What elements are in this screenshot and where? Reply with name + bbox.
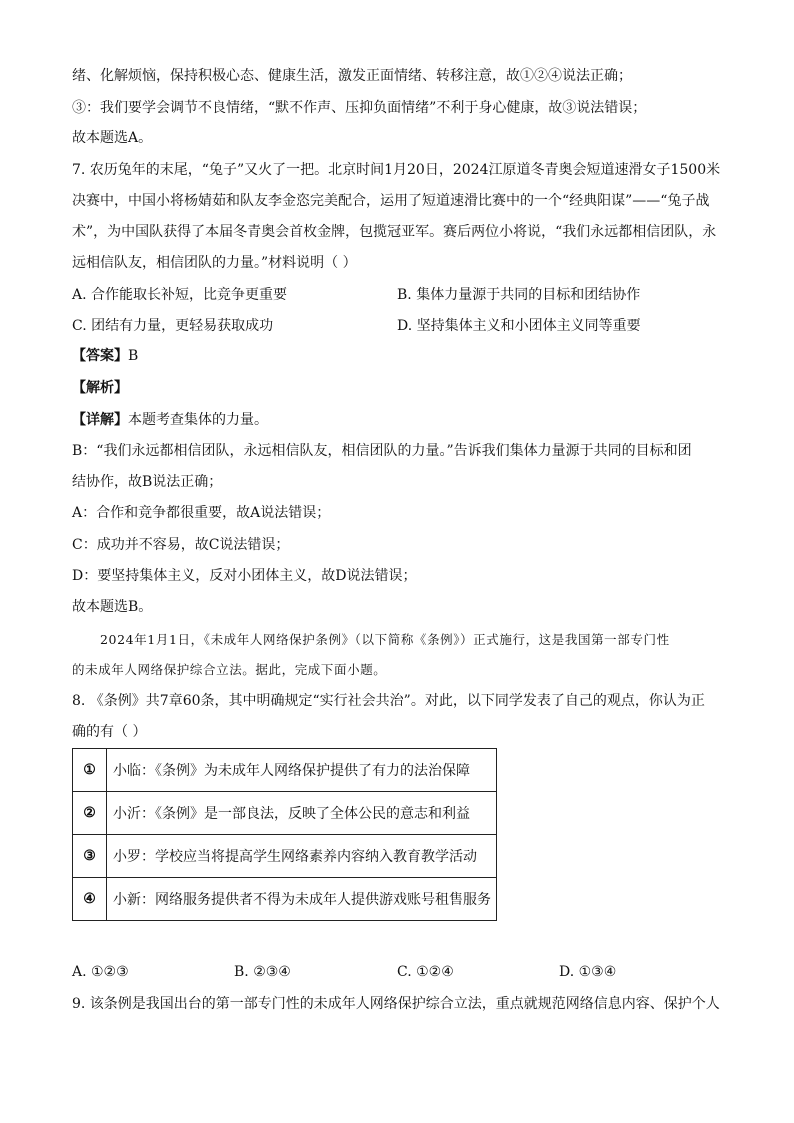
q7-analysis-tag: 【解析】 xyxy=(72,380,128,396)
q7-option-b: B. 集体力量源于共同的目标和团结协作 xyxy=(397,287,641,303)
q9-stem-line-1: 9. 该条例是我国出台的第一部专门性的未成年人网络保护综合立法，重点就规范网络信息内容、保护个人 xyxy=(72,996,720,1012)
prev-answer-conclusion: 故本题选A。 xyxy=(72,130,153,146)
statement-number: ④ xyxy=(73,878,107,921)
detail-tag: 【详解】 xyxy=(72,412,128,428)
prev-analysis-line-2: ③：我们要学会调节不良情绪，“默不作声、压抑负面情绪”不利于身心健康，故③说法错误； xyxy=(72,100,647,116)
q8-stem-line-2: 确的有（ ） xyxy=(72,724,147,740)
q7-stem-line-1: 7. 农历兔年的末尾，“兔子”又火了一把。北京时间1月20日，2024江原道冬青奥会短道速滑女子1500米 xyxy=(72,162,721,178)
statement-number: ② xyxy=(73,792,107,835)
q8-statement-table xyxy=(72,748,497,921)
answer-value: B xyxy=(128,348,139,364)
q7-option-d: D. 坚持集体主义和小团体主义同等重要 xyxy=(397,318,641,334)
table-row xyxy=(73,878,497,921)
q7-explain-line-5: D：要坚持集体主义，反对小团体主义，故D说法错误； xyxy=(72,568,417,584)
q8-option-c: C. ①②④ xyxy=(397,964,454,980)
table-row xyxy=(73,835,497,878)
q8-option-d: D. ①③④ xyxy=(559,964,617,980)
statement-number: ① xyxy=(73,749,107,792)
statement-number: ③ xyxy=(73,835,107,878)
q7-explain-line-1: B：“我们永远都相信团队，永远相信队友，相信团队的力量。”告诉我们集体力量源于共同的目标和团 xyxy=(72,443,692,459)
q7-option-a: A. 合作能取长补短，比竞争更重要 xyxy=(72,287,288,303)
prev-analysis-line-1: 绪、化解烦恼，保持积极心态、健康生活，激发正面情绪、转移注意，故①②④说法正确； xyxy=(72,68,632,84)
q7-explain-line-2: 结协作，故B说法正确； xyxy=(72,474,223,490)
q8-option-a: A. ①②③ xyxy=(72,964,129,980)
q7-stem-line-3: 术”，为中国队获得了本届冬青奥会首枚金牌，包揽冠亚军。赛后两位小将说，“我们永远都相信团队，永 xyxy=(72,224,717,240)
q7-explain-line-3: A：合作和竞争都很重要，故A说法错误； xyxy=(72,505,331,521)
q7-stem-line-2: 决赛中，中国小将杨婧茹和队友李金恣完美配合，运用了短道速滑比赛中的一个“经典阳谋”——“兔子战 xyxy=(72,193,710,209)
q8-stem-line-1: 8. 《条例》共7章60条，其中明确规定“实行社会共治”。对此，以下同学发表了自己的观点，你认为正 xyxy=(72,693,705,709)
q7-detail xyxy=(72,410,268,430)
material-line-1: 2024年1月1日，《未成年人网络保护条例》（以下简称《条例》）正式施行，这是我国第一部专门性 xyxy=(100,632,670,647)
q7-option-c: C. 团结有力量，更轻易获取成功 xyxy=(72,318,274,334)
q7-explain-line-4: C：成功并不容易，故C说法错误； xyxy=(72,537,290,553)
q7-answer xyxy=(72,346,138,366)
statement-text: 小沂：《条例》是一部良法，反映了全体公民的意志和利益 xyxy=(107,792,497,835)
table-row xyxy=(73,792,497,835)
material-line-2: 的未成年人网络保护综合立法。据此，完成下面小题。 xyxy=(72,662,387,677)
detail-text: 本题考查集体的力量。 xyxy=(128,412,268,428)
q7-stem-line-4: 远相信队友，相信团队的力量。”材料说明（ ） xyxy=(72,255,357,271)
answer-tag: 【答案】 xyxy=(72,348,128,364)
q8-option-b: B. ②③④ xyxy=(234,964,291,980)
statement-text: 小罗：学校应当将提高学生网络素养内容纳入教育教学活动 xyxy=(107,835,497,878)
q7-explain-line-6: 故本题选B。 xyxy=(72,599,153,615)
statement-text: 小新：网络服务提供者不得为未成年人提供游戏账号租售服务 xyxy=(107,878,497,921)
statement-text: 小临：《条例》为未成年人网络保护提供了有力的法治保障 xyxy=(107,749,497,792)
table-row xyxy=(73,749,497,792)
